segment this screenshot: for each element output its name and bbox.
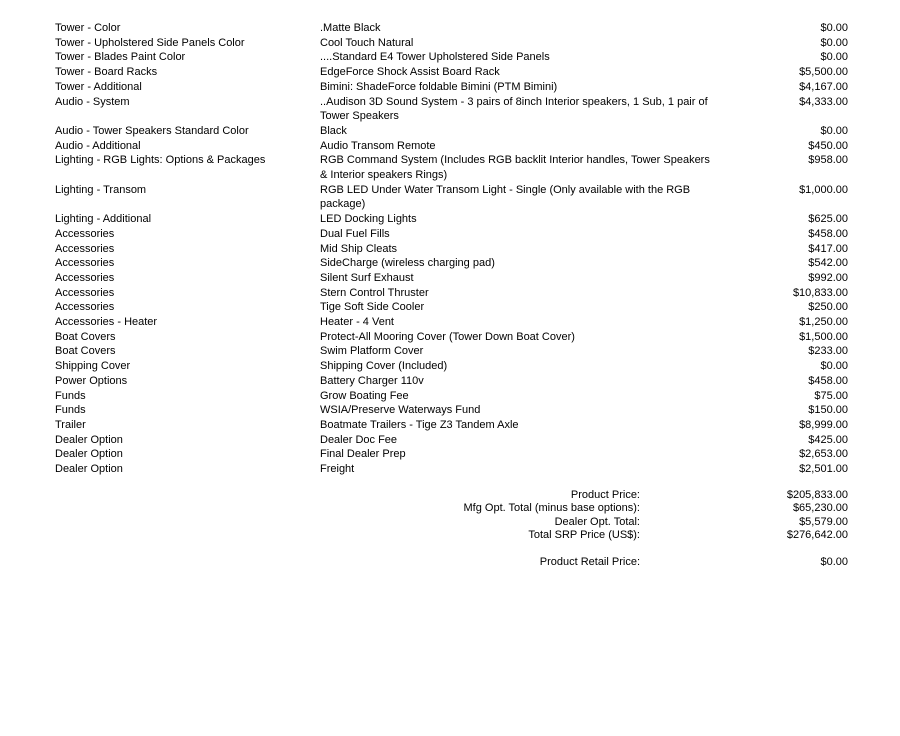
- price-cell: $1,000.00: [799, 183, 848, 196]
- description-cell: Swim Platform Cover: [320, 345, 424, 358]
- summary-value: $5,579.00: [799, 515, 848, 528]
- summary-label: Product Price:: [570, 488, 640, 501]
- price-cell: $150.00: [808, 404, 848, 417]
- description-cell: Protect-All Mooring Cover (Tower Down Boat Cover): [320, 330, 575, 343]
- table-row: [55, 256, 848, 271]
- category-cell: Audio - Tower Speakers Standard Color: [55, 124, 249, 137]
- category-cell: Lighting - RGB Lights: Options & Packages: [55, 154, 266, 167]
- category-cell: Tower - Additional: [55, 80, 142, 93]
- summary-value: $205,833.00: [786, 488, 848, 501]
- category-cell: Tower - Upholstered Side Panels Color: [55, 36, 245, 49]
- price-cell: $233.00: [808, 345, 848, 358]
- table-row: [55, 359, 848, 374]
- table-row: [55, 139, 848, 154]
- table-row: [55, 65, 848, 80]
- table-row: [55, 183, 848, 212]
- price-cell: $0.00: [820, 22, 848, 34]
- price-cell: $2,653.00: [799, 448, 848, 461]
- category-cell: Dealer Option: [55, 433, 123, 446]
- description-cell: Dual Fuel Fills: [320, 227, 390, 240]
- table-row: [55, 153, 848, 182]
- price-cell: $425.00: [808, 433, 848, 446]
- category-cell: Audio - System: [55, 95, 130, 108]
- category-cell: Lighting - Additional: [55, 213, 152, 226]
- price-cell: $958.00: [808, 154, 848, 167]
- table-row: [55, 344, 848, 359]
- category-cell: Trailer: [55, 418, 86, 431]
- category-cell: Tower - Board Racks: [55, 66, 158, 79]
- price-cell: $542.00: [808, 257, 848, 270]
- category-cell: Funds: [55, 404, 86, 417]
- category-cell: Lighting - Transom: [55, 183, 147, 196]
- table-row: [55, 227, 848, 242]
- retail-price-row: [55, 556, 848, 569]
- price-cell: $458.00: [808, 374, 848, 387]
- description-cell: ....Standard E4 Tower Upholstered Side Panels: [320, 51, 550, 64]
- description-cell: Audio Transom Remote: [320, 139, 436, 152]
- category-cell: Power Options: [55, 374, 128, 387]
- summary-row: [55, 516, 848, 529]
- table-row: [55, 330, 848, 345]
- description-cell: ..Audison 3D Sound System - 3 pairs of 8inch Interior speakers, 1 Sub, 1 pair of Tower Speakers: [320, 95, 708, 123]
- price-cell: $8,999.00: [799, 418, 848, 431]
- summary-row: [55, 502, 848, 515]
- table-row: [55, 315, 848, 330]
- price-cell: $4,333.00: [799, 95, 848, 108]
- category-cell: Dealer Option: [55, 448, 123, 461]
- description-cell: LED Docking Lights: [320, 213, 417, 226]
- description-cell: EdgeForce Shock Assist Board Rack: [320, 66, 500, 79]
- price-cell: $458.00: [808, 227, 848, 240]
- category-cell: Accessories: [55, 286, 115, 299]
- summary-label: Dealer Opt. Total:: [554, 515, 640, 528]
- table-row: [55, 300, 848, 315]
- table-row: [55, 389, 848, 404]
- category-cell: Accessories: [55, 242, 115, 255]
- price-cell: $250.00: [808, 301, 848, 314]
- table-row: [55, 95, 848, 124]
- table-row: [55, 124, 848, 139]
- category-cell: Accessories - Heater: [55, 316, 158, 329]
- table-row: [55, 403, 848, 418]
- description-cell: Grow Boating Fee: [320, 389, 409, 402]
- price-cell: $0.00: [820, 51, 848, 64]
- table-row: [55, 462, 848, 477]
- table-row: [55, 50, 848, 65]
- category-cell: Dealer Option: [55, 463, 123, 476]
- category-cell: Accessories: [55, 257, 115, 270]
- description-cell: Stern Control Thruster: [320, 286, 429, 299]
- description-cell: Boatmate Trailers - Tige Z3 Tandem Axle: [320, 418, 519, 431]
- category-cell: Boat Covers: [55, 345, 116, 358]
- table-row: [55, 271, 848, 286]
- price-cell: $450.00: [808, 139, 848, 152]
- category-cell: Shipping Cover: [55, 360, 131, 373]
- price-cell: $1,500.00: [799, 330, 848, 343]
- summary-label: Total SRP Price (US$):: [528, 529, 640, 542]
- category-cell: Tower - Color: [55, 22, 121, 34]
- summary-row: [55, 489, 848, 502]
- category-cell: Tower - Blades Paint Color: [55, 51, 186, 64]
- description-cell: RGB Command System (Includes RGB backlit Interior handles, Tower Speakers & Interior speakers Rings): [320, 154, 710, 182]
- table-row: [55, 242, 848, 257]
- description-cell: .Matte Black: [320, 22, 381, 34]
- price-cell: $417.00: [808, 242, 848, 255]
- description-cell: Black: [320, 124, 347, 137]
- description-cell: Cool Touch Natural: [320, 36, 414, 49]
- price-cell: $4,167.00: [799, 80, 848, 93]
- price-cell: $0.00: [820, 360, 848, 373]
- table-row: [55, 418, 848, 433]
- price-cell: $992.00: [808, 271, 848, 284]
- category-cell: Accessories: [55, 301, 115, 314]
- description-cell: SideCharge (wireless charging pad): [320, 257, 495, 270]
- description-cell: Silent Surf Exhaust: [320, 271, 414, 284]
- category-cell: Funds: [55, 389, 86, 402]
- summary-value: $65,230.00: [792, 502, 848, 515]
- category-cell: Accessories: [55, 271, 115, 284]
- table-row: [55, 447, 848, 462]
- summary-value: $276,642.00: [786, 529, 848, 542]
- retail-price-value: $0.00: [820, 555, 848, 568]
- table-row: [55, 212, 848, 227]
- description-cell: Battery Charger 110v: [320, 374, 424, 387]
- description-cell: Tige Soft Side Cooler: [320, 301, 425, 314]
- description-cell: RGB LED Under Water Transom Light - Single (Only available with the RGB package): [320, 183, 691, 211]
- summary-label: Mfg Opt. Total (minus base options):: [463, 502, 640, 515]
- table-row: [55, 80, 848, 95]
- price-cell: $625.00: [808, 213, 848, 226]
- retail-price-label: Product Retail Price:: [539, 555, 640, 568]
- description-cell: WSIA/Preserve Waterways Fund: [320, 404, 481, 417]
- table-row: [55, 433, 848, 448]
- table-row: [55, 286, 848, 301]
- options-table: [55, 21, 848, 477]
- price-cell: $75.00: [814, 389, 848, 402]
- description-cell: Shipping Cover (Included): [320, 360, 448, 373]
- summary-section: [55, 489, 848, 543]
- description-cell: Freight: [320, 463, 355, 476]
- category-cell: Accessories: [55, 227, 115, 240]
- description-cell: Heater - 4 Vent: [320, 316, 394, 329]
- description-cell: Bimini: ShadeForce foldable Bimini (PTM Bimini): [320, 80, 558, 93]
- table-row: [55, 36, 848, 51]
- summary-row: [55, 529, 848, 542]
- description-cell: Dealer Doc Fee: [320, 433, 398, 446]
- price-cell: $0.00: [820, 124, 848, 137]
- description-cell: Mid Ship Cleats: [320, 242, 398, 255]
- price-cell: $5,500.00: [799, 66, 848, 79]
- price-cell: $10,833.00: [792, 286, 848, 299]
- description-cell: Final Dealer Prep: [320, 448, 406, 461]
- table-row: [55, 21, 848, 36]
- table-row: [55, 374, 848, 389]
- price-cell: $0.00: [820, 36, 848, 49]
- category-cell: Boat Covers: [55, 330, 116, 343]
- price-cell: $1,250.00: [799, 316, 848, 329]
- price-cell: $2,501.00: [799, 463, 848, 476]
- category-cell: Audio - Additional: [55, 139, 141, 152]
